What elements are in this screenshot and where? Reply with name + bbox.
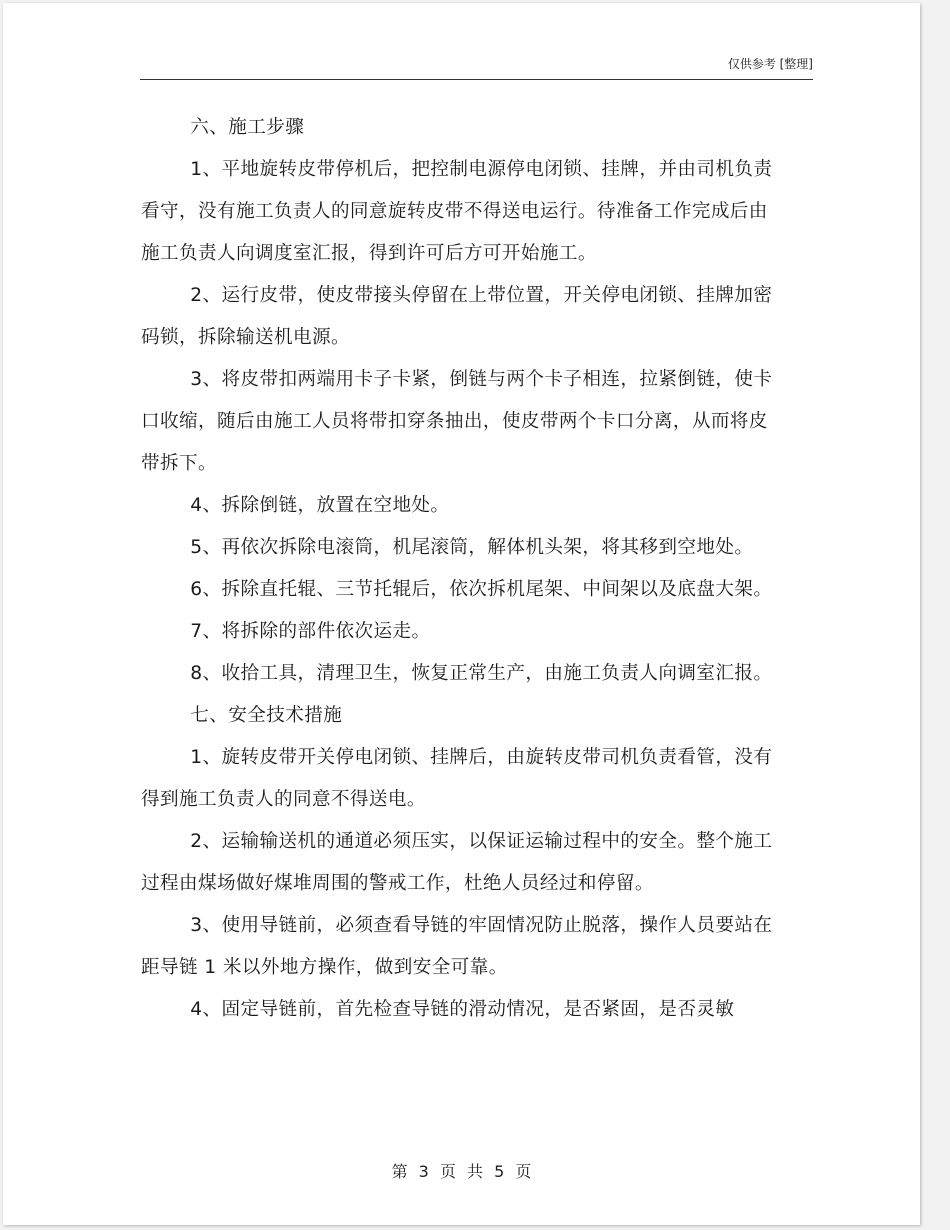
paragraph-step-6: 6、拆除直托辊、三节托辊后，依次拆机尾架、中间架以及底盘大架。 [190, 579, 773, 600]
page-footer: 第 3 页 共 5 页 [391, 1162, 532, 1181]
paragraph-safety-3: 3、使用导链前，必须查看导链的牢固情况防止脱落，操作人员要站在距导链 1 米以外地方操作，做到安全可靠。 [141, 915, 773, 978]
paragraph-safety-1: 1、旋转皮带开关停电闭锁、挂牌后，由旋转皮带司机负责看管，没有得到施工负责人的同意不得送电。 [141, 747, 773, 810]
paragraph-step-5: 5、再依次拆除电滚筒，机尾滚筒，解体机头架，将其移到空地处。 [190, 537, 754, 558]
paragraph-step-4: 4、拆除倒链，放置在空地处。 [190, 495, 450, 516]
page-header: 仅供参考 [整理] [727, 57, 813, 71]
section-heading-safety-measures: 七、安全技术措施 [190, 705, 343, 726]
section-heading-construction-steps: 六、施工步骤 [190, 117, 305, 138]
document-body [141, 107, 781, 1031]
paragraph-step-1: 1、平地旋转皮带停机后，把控制电源停电闭锁、挂牌，并由司机负责看守，没有施工负责人的同意旋转皮带不得送电运行。待准备工作完成后由施工负责人向调度室汇报，得到许可后方可开始施工。 [141, 159, 773, 264]
paragraph-safety-2: 2、运输输送机的通道必须压实，以保证运输过程中的安全。整个施工过程由煤场做好煤堆周围的警戒工作，杜绝人员经过和停留。 [141, 831, 773, 894]
paragraph-safety-4: 4、固定导链前，首先检查导链的滑动情况，是否紧固，是否灵敏 [190, 999, 735, 1020]
document-page [3, 3, 920, 1225]
paragraph-step-8: 8、收拾工具，清理卫生，恢复正常生产，由施工负责人向调室汇报。 [190, 663, 773, 684]
paragraph-step-7: 7、将拆除的部件依次运走。 [190, 621, 431, 642]
header-rule [140, 79, 813, 80]
paragraph-step-3: 3、将皮带扣两端用卡子卡紧，倒链与两个卡子相连，拉紧倒链，使卡口收缩，随后由施工人员将带扣穿条抽出，使皮带两个卡口分离，从而将皮带拆下。 [141, 369, 773, 474]
paragraph-step-2: 2、运行皮带，使皮带接头停留在上带位置，开关停电闭锁、挂牌加密码锁，拆除输送机电源。 [141, 285, 773, 348]
